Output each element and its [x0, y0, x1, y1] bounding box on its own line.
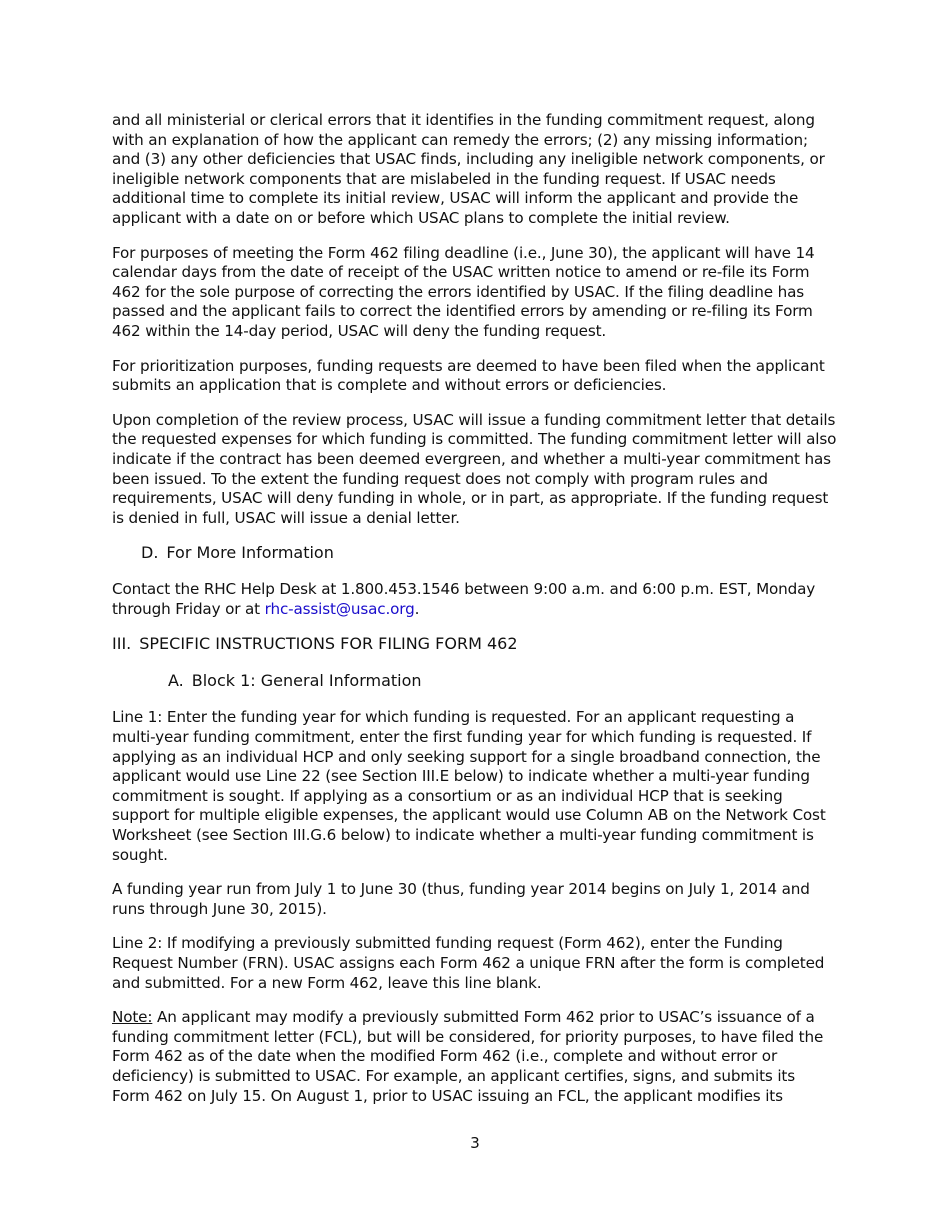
note-paragraph	[112, 1008, 837, 1106]
page-number: 3	[470, 1134, 480, 1152]
paragraph-review-errors: and all ministerial or clerical errors that it identifies in the funding commitment request, along with an explanation of how the applicant can remedy the errors; (2) any missing information; and (3) any other deficiencies that USAC finds, including any ineligible network components, or ineligible network components that are mislabeled in the funding request. If USAC needs additional time to complete its initial review, USAC will inform the applicant and provide the applicant with a date on or before which USAC plans to complete the initial review.	[112, 111, 825, 227]
note-text: An applicant may modify a previously submitted Form 462 prior to USAC’s issuance of a funding commitment letter (FCL), but will be considered, for priority purposes, to have filed the Form 462 as of the date when the modified Form 462 (i.e., complete and without error or deficiency) is submitted to USAC. For example, an applicant certifies, signs, and submits its Form 462 on July 15. On August 1, prior to USAC issuing an FCL, the applicant modifies its	[112, 1008, 824, 1105]
line-2-instructions: Line 2: If modifying a previously submitted funding request (Form 462), enter the Funding Request Number (FRN). USAC assigns each Form 462 a unique FRN after the form is completed and submitted. For a new Form 462, leave this line blank.	[112, 934, 825, 992]
note-label: Note:	[112, 1008, 153, 1027]
line-1-instructions: Line 1: Enter the funding year for which funding is requested. For an applicant requesting a multi-year funding commitment, enter the first funding year for which funding is requested. If applying as an individual HCP and only seeking support for a single broadband connection, the applicant would use Line 22 (see Section III.E below) to indicate whether a multi-year funding commitment is sought. If applying as a consortium or as an individual HCP that is seeking support for multiple eligible expenses, the applicant would use Column AB on the Network Cost Worksheet (see Section III.G.6 below) to indicate whether a multi-year funding commitment is sought.	[112, 708, 826, 864]
section-iii-heading	[112, 634, 837, 654]
contact-end: .	[414, 599, 420, 618]
funding-year-paragraph: A funding year run from July 1 to June 30 (thus, funding year 2014 begins on July 1, 2014 and runs through June 30, 2015).	[112, 880, 810, 918]
paragraph-prioritization: For prioritization purposes, funding requests are deemed to have been filed when the applicant submits an application that is complete and without errors or deficiencies.	[112, 356, 825, 395]
section-iii-marker: III.	[112, 634, 132, 654]
paragraph-review-completion: Upon completion of the review process, USAC will issue a funding commitment letter that details the requested expenses for which funding is committed. The funding commitment letter will also indicate if the contract has been deemed evergreen, and whether a multi-year commitment has been issued. To the extent the funding request does not comply with program rules and requirements, USAC will deny funding in whole, or in part, as appropriate. If the funding request is denied in full, USAC will issue a denial letter.	[112, 410, 837, 527]
document-body	[112, 111, 837, 1106]
paragraph-filing-deadline: For purposes of meeting the Form 462 filing deadline (i.e., June 30), the applicant will have 14 calendar days from the date of receipt of the USAC written notice to amend or re-file its Form 462 for the sole purpose of correcting the errors identified by USAC. If the filing deadline has passed and the applicant fails to correct the identified errors by amending or re-filing its Form 462 within the 14-day period, USAC will deny the funding request.	[112, 243, 815, 340]
contact-text: Contact the RHC Help Desk at 1.800.453.1546 between 9:00 a.m. and 6:00 p.m. EST, Monday through Friday or at	[112, 580, 816, 618]
section-d-heading	[112, 543, 837, 563]
section-d-title: For More Information	[166, 543, 334, 563]
section-a-heading	[112, 671, 837, 691]
section-a-marker: A.	[168, 671, 184, 691]
section-iii-title: SPECIFIC INSTRUCTIONS FOR FILING FORM 462	[139, 634, 518, 654]
contact-paragraph	[112, 580, 837, 619]
help-desk-email-link[interactable]: rhc-assist@usac.org	[264, 599, 415, 618]
section-a-title: Block 1: General Information	[191, 671, 422, 691]
section-d-marker: D.	[141, 543, 159, 563]
